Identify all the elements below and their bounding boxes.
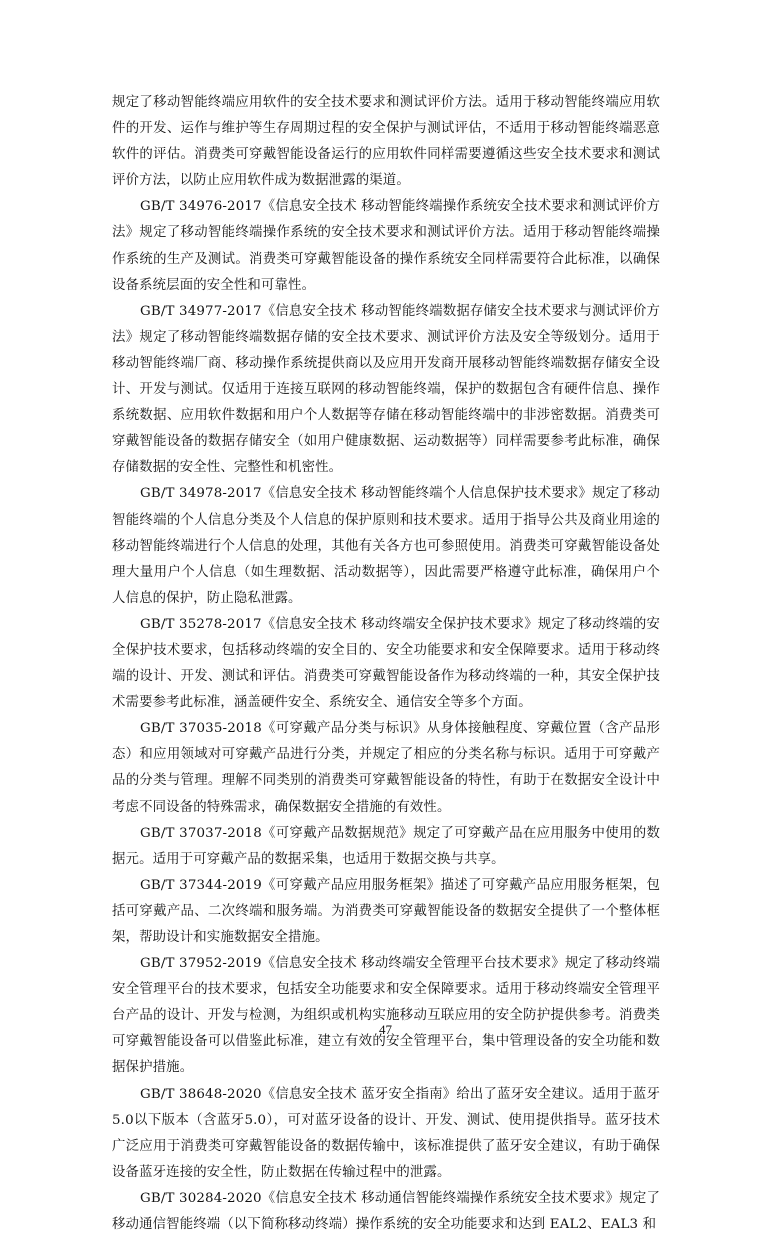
paragraph-gb-t-34976: GB/T 34976-2017《信息安全技术 移动智能终端操作系统安全技术要求和测试评价方法》规定了移动智能终端操作系统的安全技术要求和测试评价方法。适用于移动智能终端操作系统的生产及测试。消费类可穿戴智能设备的操作系统安全同样需要符合此标准，以确保设备系统层面的安全性和可靠性。	[112, 199, 660, 293]
paragraph-gb-t-37952: GB/T 37952-2019《信息安全技术 移动终端安全管理平台技术要求》规定了移动终端安全管理平台的技术要求，包括安全功能要求和安全保障要求。适用于移动终端安全管理平台产品的设计、开发与检测，为组织或机构实施移动互联应用的安全防护提供参考。消费类可穿戴智能设备可以借鉴此标准，建立有效的安全管理平台，集中管理设备的安全功能和数据保护措施。	[112, 956, 660, 1076]
body-text	[112, 90, 660, 1238]
paragraph-gb-t-38648: GB/T 38648-2020《信息安全技术 蓝牙安全指南》给出了蓝牙安全建议。适用于蓝牙5.0以下版本（含蓝牙5.0），可对蓝牙设备的设计、开发、测试、使用提供指导。蓝牙技术广泛应用于消费类可穿戴智能设备的数据传输中，该标准提供了蓝牙安全建议，有助于确保设备蓝牙连接的安全性，防止数据在传输过程中的泄露。	[112, 1086, 660, 1180]
paragraph-gb-t-37037: GB/T 37037-2018《可穿戴产品数据规范》规定了可穿戴产品在应用服务中使用的数据元。适用于可穿戴产品的数据采集，也适用于数据交换与共享。	[112, 825, 660, 867]
paragraph-gb-t-35278: GB/T 35278-2017《信息安全技术 移动终端安全保护技术要求》规定了移动终端的安全保护技术要求，包括移动终端的安全目的、安全功能要求和安全保障要求。适用于移动终端的设计、开发、测试和评估。消费类可穿戴智能设备作为移动终端的一种，其安全保护技术需要参考此标准，涵盖硬件安全、系统安全、通信安全等多个方面。	[112, 616, 660, 711]
paragraph-continuation: 规定了移动智能终端应用软件的安全技术要求和测试评价方法。适用于移动智能终端应用软件的开发、运作与维护等生存周期过程的安全保护与测试评估，不适用于移动智能终端恶意软件的评估。消费类可穿戴智能设备运行的应用软件同样需要遵循这些安全技术要求和测试评价方法，以防止应用软件成为数据泄露的渠道。	[112, 95, 660, 189]
paragraph-gb-t-37344: GB/T 37344-2019《可穿戴产品应用服务框架》描述了可穿戴产品应用服务框架，包括可穿戴产品、二次终端和服务端。为消费类可穿戴智能设备的数据安全提供了一个整体框架，帮助设计和实施数据安全措施。	[112, 877, 660, 945]
paragraph-gb-t-34978: GB/T 34978-2017《信息安全技术 移动智能终端个人信息保护技术要求》规定了移动智能终端的个人信息分类及个人信息的保护原则和技术要求。适用于指导公共及商业用途的移动智能终端进行个人信息的处理，其他有关各方也可参照使用。消费类可穿戴智能设备处理大量用户个人信息（如生理数据、活动数据等），因此需要严格遵守此标准，确保用户个人信息的保护，防止隐私泄露。	[112, 486, 660, 606]
page-number: 47	[379, 1022, 392, 1037]
paragraph-gb-t-30284: GB/T 30284-2020《信息安全技术 移动通信智能终端操作系统安全技术要求》规定了移动通信智能终端（以下简称移动终端）操作系统的安全功能要求和达到 EAL2、EAL3 和	[112, 1190, 660, 1233]
paragraph-gb-t-34977: GB/T 34977-2017《信息安全技术 移动智能终端数据存储安全技术要求与测试评价方法》规定了移动智能终端数据存储的安全技术要求、测试评价方法及安全等级划分。适用于移动智能终端厂商、移动操作系统提供商以及应用开发商开展移动智能终端数据存储安全设计、开发与测试。仅适用于连接互联网的移动智能终端，保护的数据包含有硬件信息、操作系统数据、应用软件数据和用户个人数据等存储在移动智能终端中的非涉密数据。消费类可穿戴智能设备的数据存储安全（如用户健康数据、运动数据等）同样需要参考此标准，确保存储数据的安全性、完整性和机密性。	[112, 303, 660, 476]
paragraph-gb-t-37035: GB/T 37035-2018《可穿戴产品分类与标识》从身体接触程度、穿戴位置（含产品形态）和应用领域对可穿戴产品进行分类，并规定了相应的分类名称与标识。适用于可穿戴产品的分类与管理。理解不同类别的消费类可穿戴智能设备的特性，有助于在数据安全设计中考虑不同设备的特殊需求，确保数据安全措施的有效性。	[112, 721, 660, 815]
